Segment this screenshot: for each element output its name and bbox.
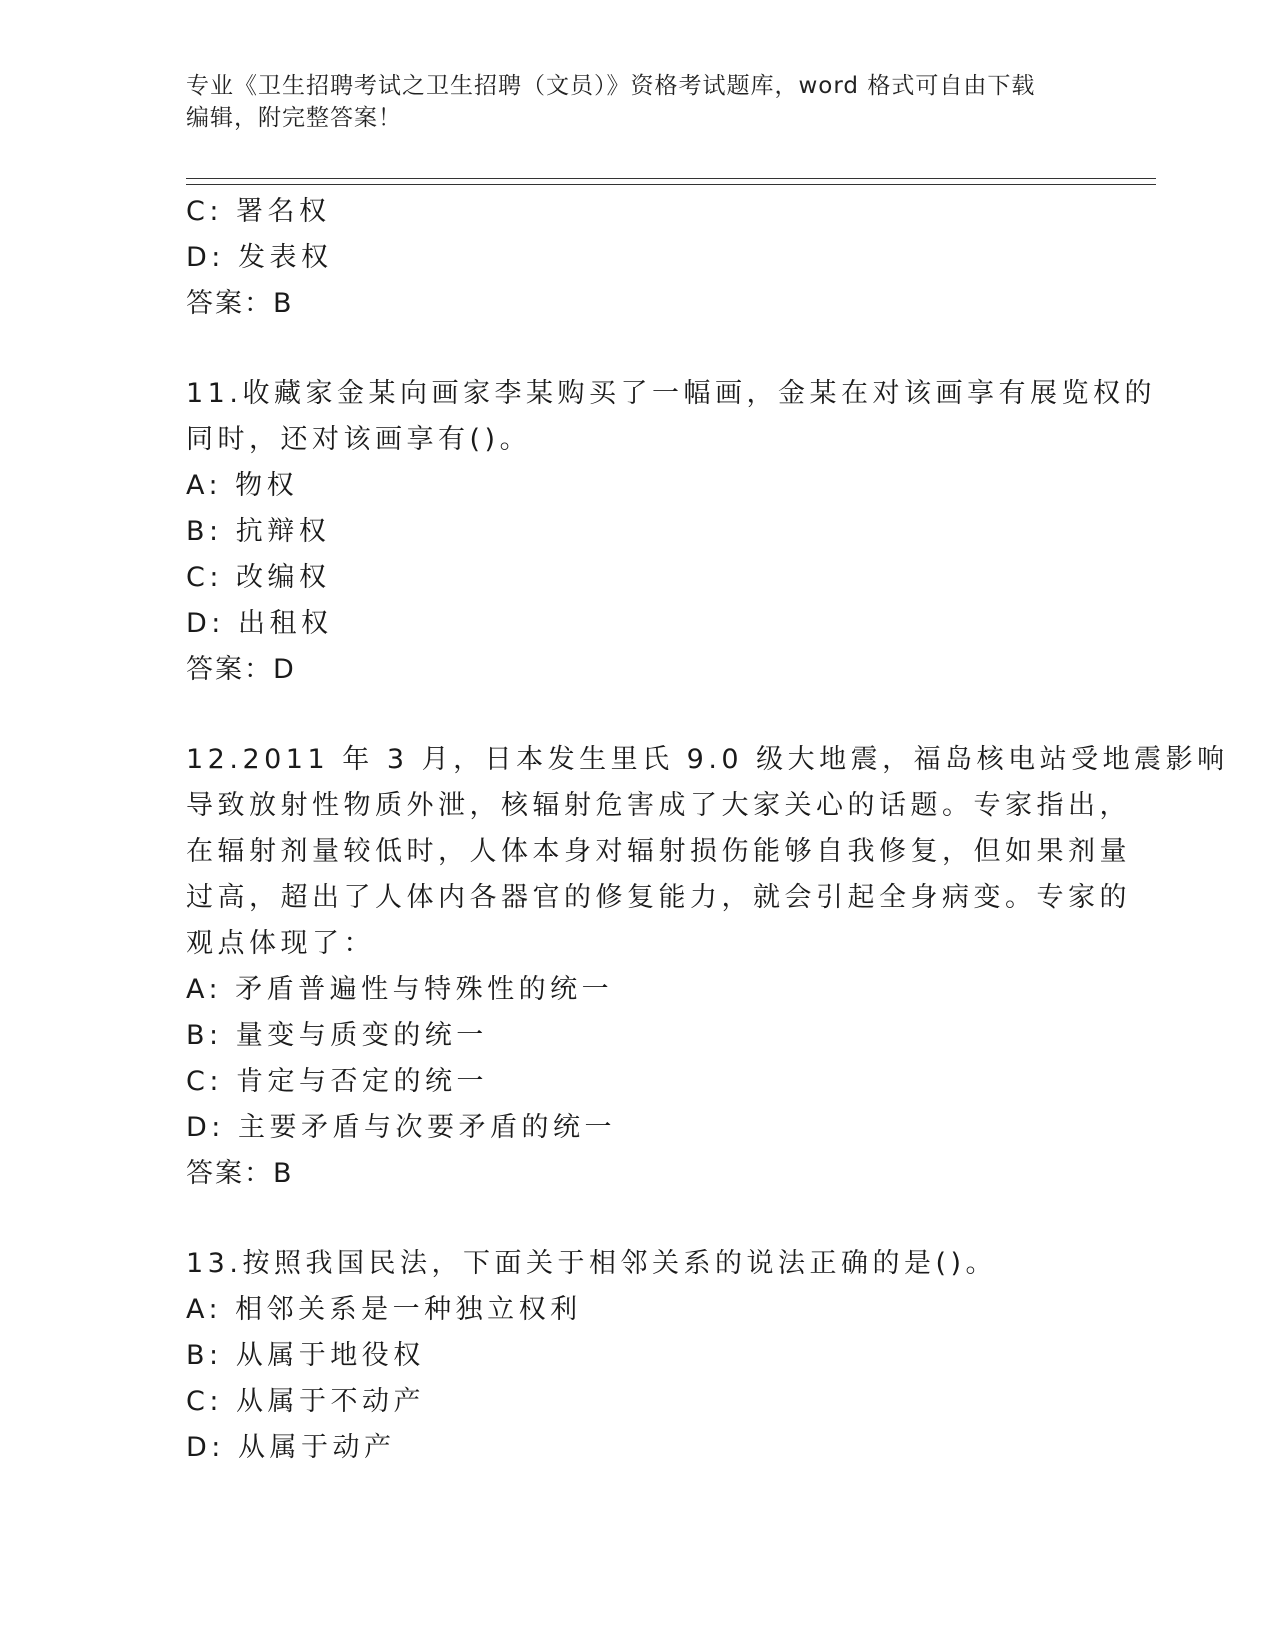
option-d: D: 主要矛盾与次要矛盾的统一	[186, 1112, 616, 1143]
previous-question-tail	[186, 189, 1086, 327]
question-content	[186, 189, 1229, 1471]
spacer	[186, 1197, 1086, 1241]
option-d: D: 出租权	[186, 608, 333, 639]
option-a: A: 相邻关系是一种独立权利	[186, 1294, 582, 1325]
option-b: B: 抗辩权	[186, 516, 331, 547]
question-text-line: 在辐射剂量较低时，人体本身对辐射损伤能够自我修复，但如果剂量	[186, 836, 1131, 867]
question-text-line: 12.2011 年 3 月，日本发生里氏 9.0 级大地震，福岛核电站受地震影响	[186, 744, 1229, 775]
option-c: C: 从属于不动产	[186, 1386, 426, 1417]
option-c: C: 改编权	[186, 562, 331, 593]
spacer	[186, 693, 1086, 737]
question-text-line: 13.按照我国民法，下面关于相邻关系的说法正确的是()。	[186, 1248, 998, 1279]
option-b: B: 从属于地役权	[186, 1340, 425, 1371]
option-d: D: 发表权	[186, 242, 333, 273]
question-text-line: 同时，还对该画享有()。	[186, 424, 532, 455]
question-text-line: 导致放射性物质外泄，核辐射危害成了大家关心的话题。专家指出，	[186, 790, 1131, 821]
question-11	[186, 371, 1156, 693]
answer-line: 答案：D	[186, 654, 296, 685]
answer-line: 答案：B	[186, 1158, 294, 1189]
question-13	[186, 1241, 1086, 1471]
page-header	[186, 70, 1086, 134]
option-c: C: 署名权	[186, 196, 331, 227]
question-text-line: 过高，超出了人体内各器官的修复能力，就会引起全身病变。专家的	[186, 882, 1131, 913]
answer-line: 答案：B	[186, 288, 294, 319]
option-c: C: 肯定与否定的统一	[186, 1066, 489, 1097]
option-a: A: 矛盾普遍性与特殊性的统一	[186, 974, 614, 1005]
option-d: D: 从属于动产	[186, 1432, 396, 1463]
header-line-2: 编辑，附完整答案！	[186, 105, 402, 131]
spacer	[186, 327, 1086, 371]
option-a: A: 物权	[186, 470, 299, 501]
question-text-line: 11.收藏家金某向画家李某购买了一幅画，金某在对该画享有展览权的	[186, 378, 1156, 409]
option-b: B: 量变与质变的统一	[186, 1020, 488, 1051]
header-divider-top	[186, 178, 1156, 179]
header-line-1: 专业《卫生招聘考试之卫生招聘（文员）》资格考试题库，word 格式可自由下载	[186, 73, 1036, 99]
question-12	[186, 737, 1229, 1197]
header-divider-bottom	[186, 184, 1156, 185]
question-text-line: 观点体现了：	[186, 928, 375, 959]
